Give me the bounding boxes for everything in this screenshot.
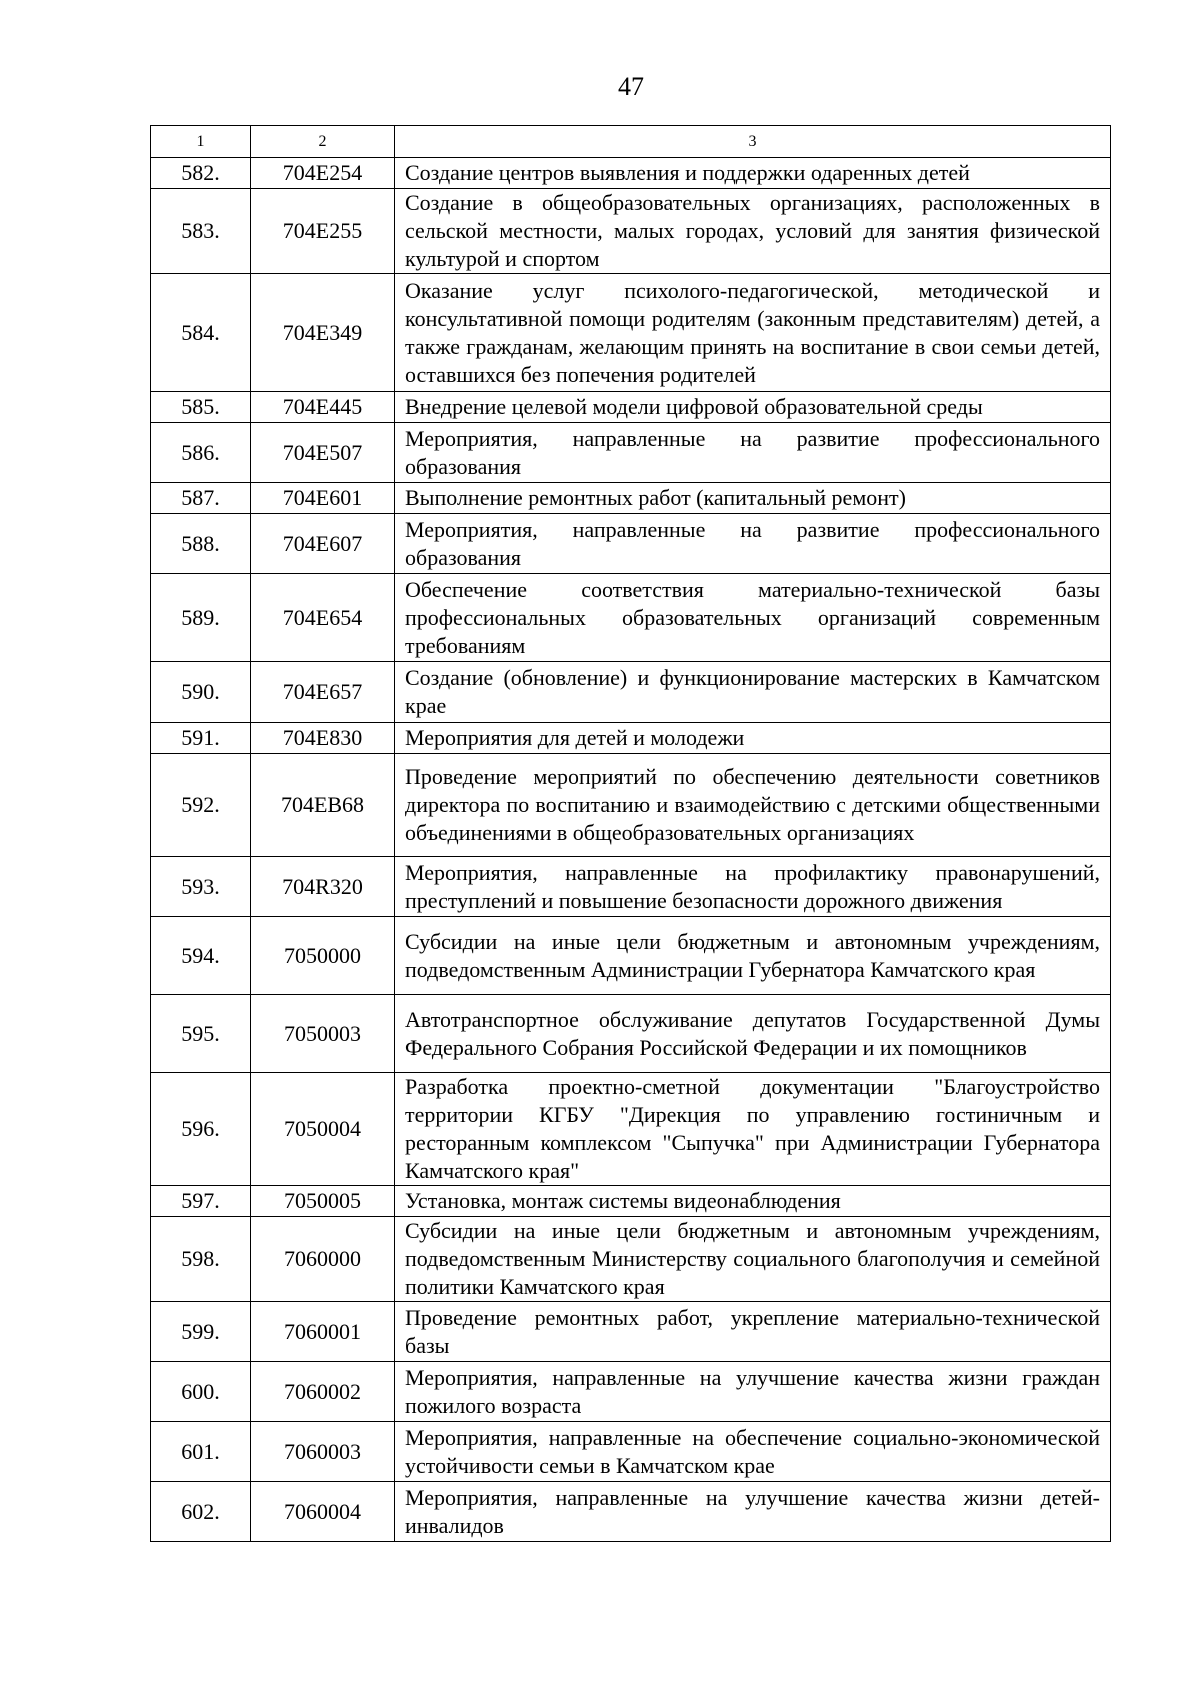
- row-code: 704E654: [251, 574, 395, 662]
- row-description: Мероприятия, направленные на обеспечение социально-экономической устойчивости семьи в Камчатском крае: [395, 1422, 1111, 1482]
- row-code: 704E445: [251, 392, 395, 423]
- row-number: 597.: [151, 1186, 251, 1217]
- table-row: [151, 1482, 1111, 1542]
- row-code: 7060000: [251, 1217, 395, 1302]
- row-number: 583.: [151, 189, 251, 274]
- table-row: [151, 423, 1111, 483]
- table-row: [151, 995, 1111, 1073]
- row-code: 7060002: [251, 1362, 395, 1422]
- table-row: [151, 189, 1111, 274]
- page-number: 47: [618, 72, 644, 101]
- row-description: Создание в общеобразовательных организациях, расположенных в сельской местности, малых городах, условий для занятия физической культурой и спортом: [395, 189, 1111, 274]
- row-number: 595.: [151, 995, 251, 1073]
- table-row: [151, 857, 1111, 917]
- row-description: Мероприятия, направленные на развитие профессионального образования: [395, 514, 1111, 574]
- row-number: 587.: [151, 483, 251, 514]
- table-row: [151, 917, 1111, 995]
- row-number: 584.: [151, 274, 251, 392]
- row-number: 596.: [151, 1073, 251, 1186]
- row-code: 7060004: [251, 1482, 395, 1542]
- table-row: [151, 158, 1111, 189]
- table-row: [151, 483, 1111, 514]
- row-code: 7050005: [251, 1186, 395, 1217]
- row-description: Проведение мероприятий по обеспечению деятельности советников директора по воспитанию и взаимодействию с детскими общественными объединениями в общеобразовательных организациях: [395, 754, 1111, 857]
- row-number: 592.: [151, 754, 251, 857]
- table-row: [151, 723, 1111, 754]
- row-code: 7050000: [251, 917, 395, 995]
- row-description: Субсидии на иные цели бюджетным и автономным учреждениям, подведомственным Администрации Губернатора Камчатского края: [395, 917, 1111, 995]
- row-description: Установка, монтаж системы видеонаблюдения: [395, 1186, 1111, 1217]
- row-description: Субсидии на иные цели бюджетным и автономным учреждениям, подведомственным Министерству социального благополучия и семейной политики Камчатского края: [395, 1217, 1111, 1302]
- row-description: Выполнение ремонтных работ (капитальный ремонт): [395, 483, 1111, 514]
- row-description: Проведение ремонтных работ, укрепление материально-технической базы: [395, 1302, 1111, 1362]
- row-code: 7050003: [251, 995, 395, 1073]
- table-row: [151, 1217, 1111, 1302]
- header-col-2: 2: [251, 126, 395, 158]
- row-code: 704E830: [251, 723, 395, 754]
- row-description: Обеспечение соответствия материально-технической базы профессиональных образовательных организаций современным требованиям: [395, 574, 1111, 662]
- row-description: Оказание услуг психолого-педагогической, методической и консультативной помощи родителям (законным представителям) детей, а также гражданам, желающим принять на воспитание в свои семьи детей, оставшихся без попечения родителей: [395, 274, 1111, 392]
- row-number: 598.: [151, 1217, 251, 1302]
- row-code: 704E254: [251, 158, 395, 189]
- row-description: Разработка проектно-сметной документации "Благоустройство территории КГБУ "Дирекция по управлению гостиничным и ресторанным комплексом "Сыпучка" при Администрации Губернатора Камчатского края": [395, 1073, 1111, 1186]
- row-number: 588.: [151, 514, 251, 574]
- row-number: 600.: [151, 1362, 251, 1422]
- row-description: Создание центров выявления и поддержки одаренных детей: [395, 158, 1111, 189]
- table-row: [151, 1422, 1111, 1482]
- table-row: [151, 574, 1111, 662]
- row-code: 7060001: [251, 1302, 395, 1362]
- row-number: 582.: [151, 158, 251, 189]
- table-row: [151, 1362, 1111, 1422]
- table-row: [151, 1186, 1111, 1217]
- row-description: Мероприятия, направленные на улучшение качества жизни детей-инвалидов: [395, 1482, 1111, 1542]
- row-code: 7050004: [251, 1073, 395, 1186]
- table-row: [151, 1073, 1111, 1186]
- row-code: 704R320: [251, 857, 395, 917]
- table-row: [151, 392, 1111, 423]
- row-description: Внедрение целевой модели цифровой образовательной среды: [395, 392, 1111, 423]
- row-number: 590.: [151, 662, 251, 723]
- budget-codes-table: [150, 125, 1111, 1542]
- row-code: 704E607: [251, 514, 395, 574]
- row-number: 594.: [151, 917, 251, 995]
- row-number: 593.: [151, 857, 251, 917]
- row-number: 602.: [151, 1482, 251, 1542]
- row-number: 585.: [151, 392, 251, 423]
- row-description: Мероприятия, направленные на улучшение качества жизни граждан пожилого возраста: [395, 1362, 1111, 1422]
- row-description: Мероприятия для детей и молодежи: [395, 723, 1111, 754]
- header-row: [151, 126, 1111, 158]
- row-description: Мероприятия, направленные на профилактику правонарушений, преступлений и повышение безопасности дорожного движения: [395, 857, 1111, 917]
- header-col-1: 1: [151, 126, 251, 158]
- row-number: 601.: [151, 1422, 251, 1482]
- row-description: Мероприятия, направленные на развитие профессионального образования: [395, 423, 1111, 483]
- row-number: 586.: [151, 423, 251, 483]
- row-number: 599.: [151, 1302, 251, 1362]
- row-code: 704E657: [251, 662, 395, 723]
- table-row: [151, 662, 1111, 723]
- table-row: [151, 1302, 1111, 1362]
- row-code: 704E255: [251, 189, 395, 274]
- row-code: 7060003: [251, 1422, 395, 1482]
- row-code: 704E507: [251, 423, 395, 483]
- row-code: 704E601: [251, 483, 395, 514]
- row-code: 704E349: [251, 274, 395, 392]
- row-number: 591.: [151, 723, 251, 754]
- table-row: [151, 514, 1111, 574]
- row-number: 589.: [151, 574, 251, 662]
- row-code: 704EB68: [251, 754, 395, 857]
- row-description: Создание (обновление) и функционирование мастерских в Камчатском крае: [395, 662, 1111, 723]
- header-col-3: 3: [395, 126, 1111, 158]
- row-description: Автотранспортное обслуживание депутатов Государственной Думы Федерального Собрания Российской Федерации и их помощников: [395, 995, 1111, 1073]
- table-row: [151, 274, 1111, 392]
- table-row: [151, 754, 1111, 857]
